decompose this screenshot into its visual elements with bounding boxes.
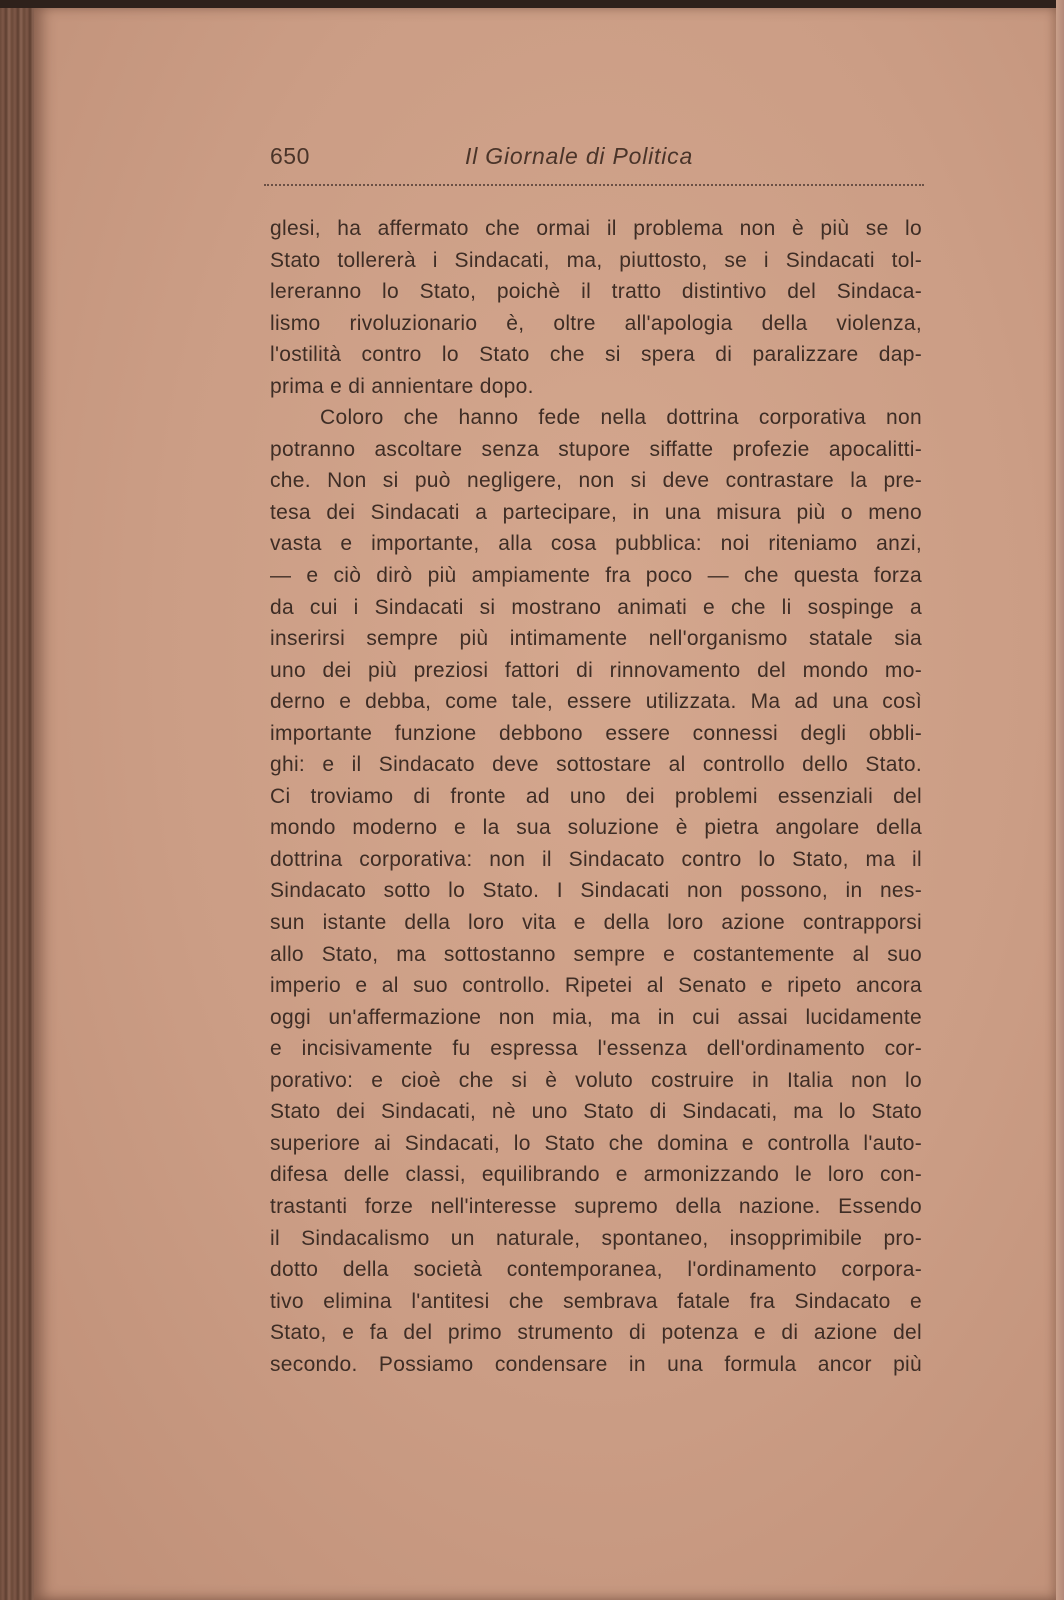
- text-line: — e ciò dirò più ampiamente fra poco — che questa forza: [270, 564, 922, 588]
- text-line: il Sindacalismo un naturale, spontaneo, insopprimibile pro-: [270, 1226, 922, 1250]
- running-title: Il Giornale di Politica: [465, 143, 694, 169]
- text-line: porativo: e cioè che si è voluto costruire in Italia non lo: [270, 1068, 922, 1092]
- text-line: Ci troviamo di fronte ad uno dei problemi essenziali del: [270, 784, 922, 808]
- text-line: tesa dei Sindacati a partecipare, in una misura più o meno: [270, 500, 922, 524]
- text-line: da cui i Sindacati si mostrano animati e che li sospinge a: [270, 595, 922, 619]
- text-line: imperio e al suo controllo. Ripetei al Senato e ripeto ancora: [270, 974, 922, 998]
- top-border: [0, 0, 1064, 8]
- page-right-edge: [1056, 0, 1064, 1600]
- text-line: superiore ai Sindacati, lo Stato che domina e controlla l'auto-: [270, 1131, 922, 1155]
- text-line: Coloro che hanno fede nella dottrina corporativa non: [320, 406, 922, 430]
- text-line: e incisivamente fu espressa l'essenza dell'ordinamento cor-: [270, 1037, 922, 1061]
- text-line: uno dei più preziosi fattori di rinnovamento del mondo mo-: [270, 658, 922, 682]
- text-line: Sindacato sotto lo Stato. I Sindacati non possono, in nes-: [270, 879, 922, 903]
- text-line: dottrina corporativa: non il Sindacato contro lo Stato, ma il: [270, 847, 922, 871]
- text-line: difesa delle classi, equilibrando e armonizzando le loro con-: [270, 1163, 922, 1187]
- text-line: sun istante della loro vita e della loro azione contrapporsi: [270, 911, 922, 935]
- text-line: oggi un'affermazione non mia, ma in cui assai lucidamente: [270, 1005, 922, 1029]
- text-line: tivo elimina l'antitesi che sembrava fatale fra Sindacato e: [270, 1289, 922, 1313]
- text-line: Stato dei Sindacati, nè uno Stato di Sindacati, ma lo Stato: [270, 1100, 922, 1124]
- text-line: derno e debba, come tale, essere utilizzata. Ma ad una così: [270, 690, 922, 714]
- text-line: trastanti forze nell'interesse supremo della nazione. Essendo: [270, 1194, 922, 1218]
- text-line: importante funzione debbono essere connessi degli obbli-: [270, 721, 922, 745]
- text-line: glesi, ha affermato che ormai il problema non è più se lo: [270, 217, 922, 240]
- text-line: lereranno lo Stato, poichè il tratto distintivo del Sindaca-: [270, 280, 922, 304]
- text-line: allo Stato, ma sottostanno sempre e costantemente al suo: [270, 942, 922, 966]
- text-line: mondo moderno e la sua soluzione è pietra angolare della: [270, 816, 922, 840]
- page-header: [270, 143, 925, 175]
- text-line: Stato tollererà i Sindacati, ma, piuttosto, se i Sindacati tol-: [270, 248, 922, 272]
- text-line: Stato, e fa del primo strumento di potenza e di azione del: [270, 1321, 922, 1345]
- text-line: potranno ascoltare senza stupore siffatte profezie apocalitti-: [270, 437, 922, 461]
- page-number: 650: [270, 143, 310, 169]
- text-line: secondo. Possiamo condensare in una formula ancor più: [270, 1352, 922, 1376]
- text-line: inserirsi sempre più intimamente nell'organismo statale sia: [270, 627, 922, 651]
- text-line: lismo rivoluzionario è, oltre all'apologia della violenza,: [270, 311, 922, 335]
- text-line: ghi: e il Sindacato deve sottostare al controllo dello Stato.: [270, 753, 922, 777]
- text-line: vasta e importante, alla cosa pubblica: noi riteniamo anzi,: [270, 532, 922, 556]
- text-line: l'ostilità contro lo Stato che si spera di paralizzare dap-: [270, 343, 922, 367]
- text-line: che. Non si può negligere, non si deve contrastare la pre-: [270, 469, 922, 493]
- header-rule: [264, 184, 924, 186]
- text-line: prima e di annientare dopo.: [270, 374, 534, 398]
- text-line: dotto della società contemporanea, l'ordinamento corpora-: [270, 1258, 922, 1282]
- body-text: [270, 213, 922, 1380]
